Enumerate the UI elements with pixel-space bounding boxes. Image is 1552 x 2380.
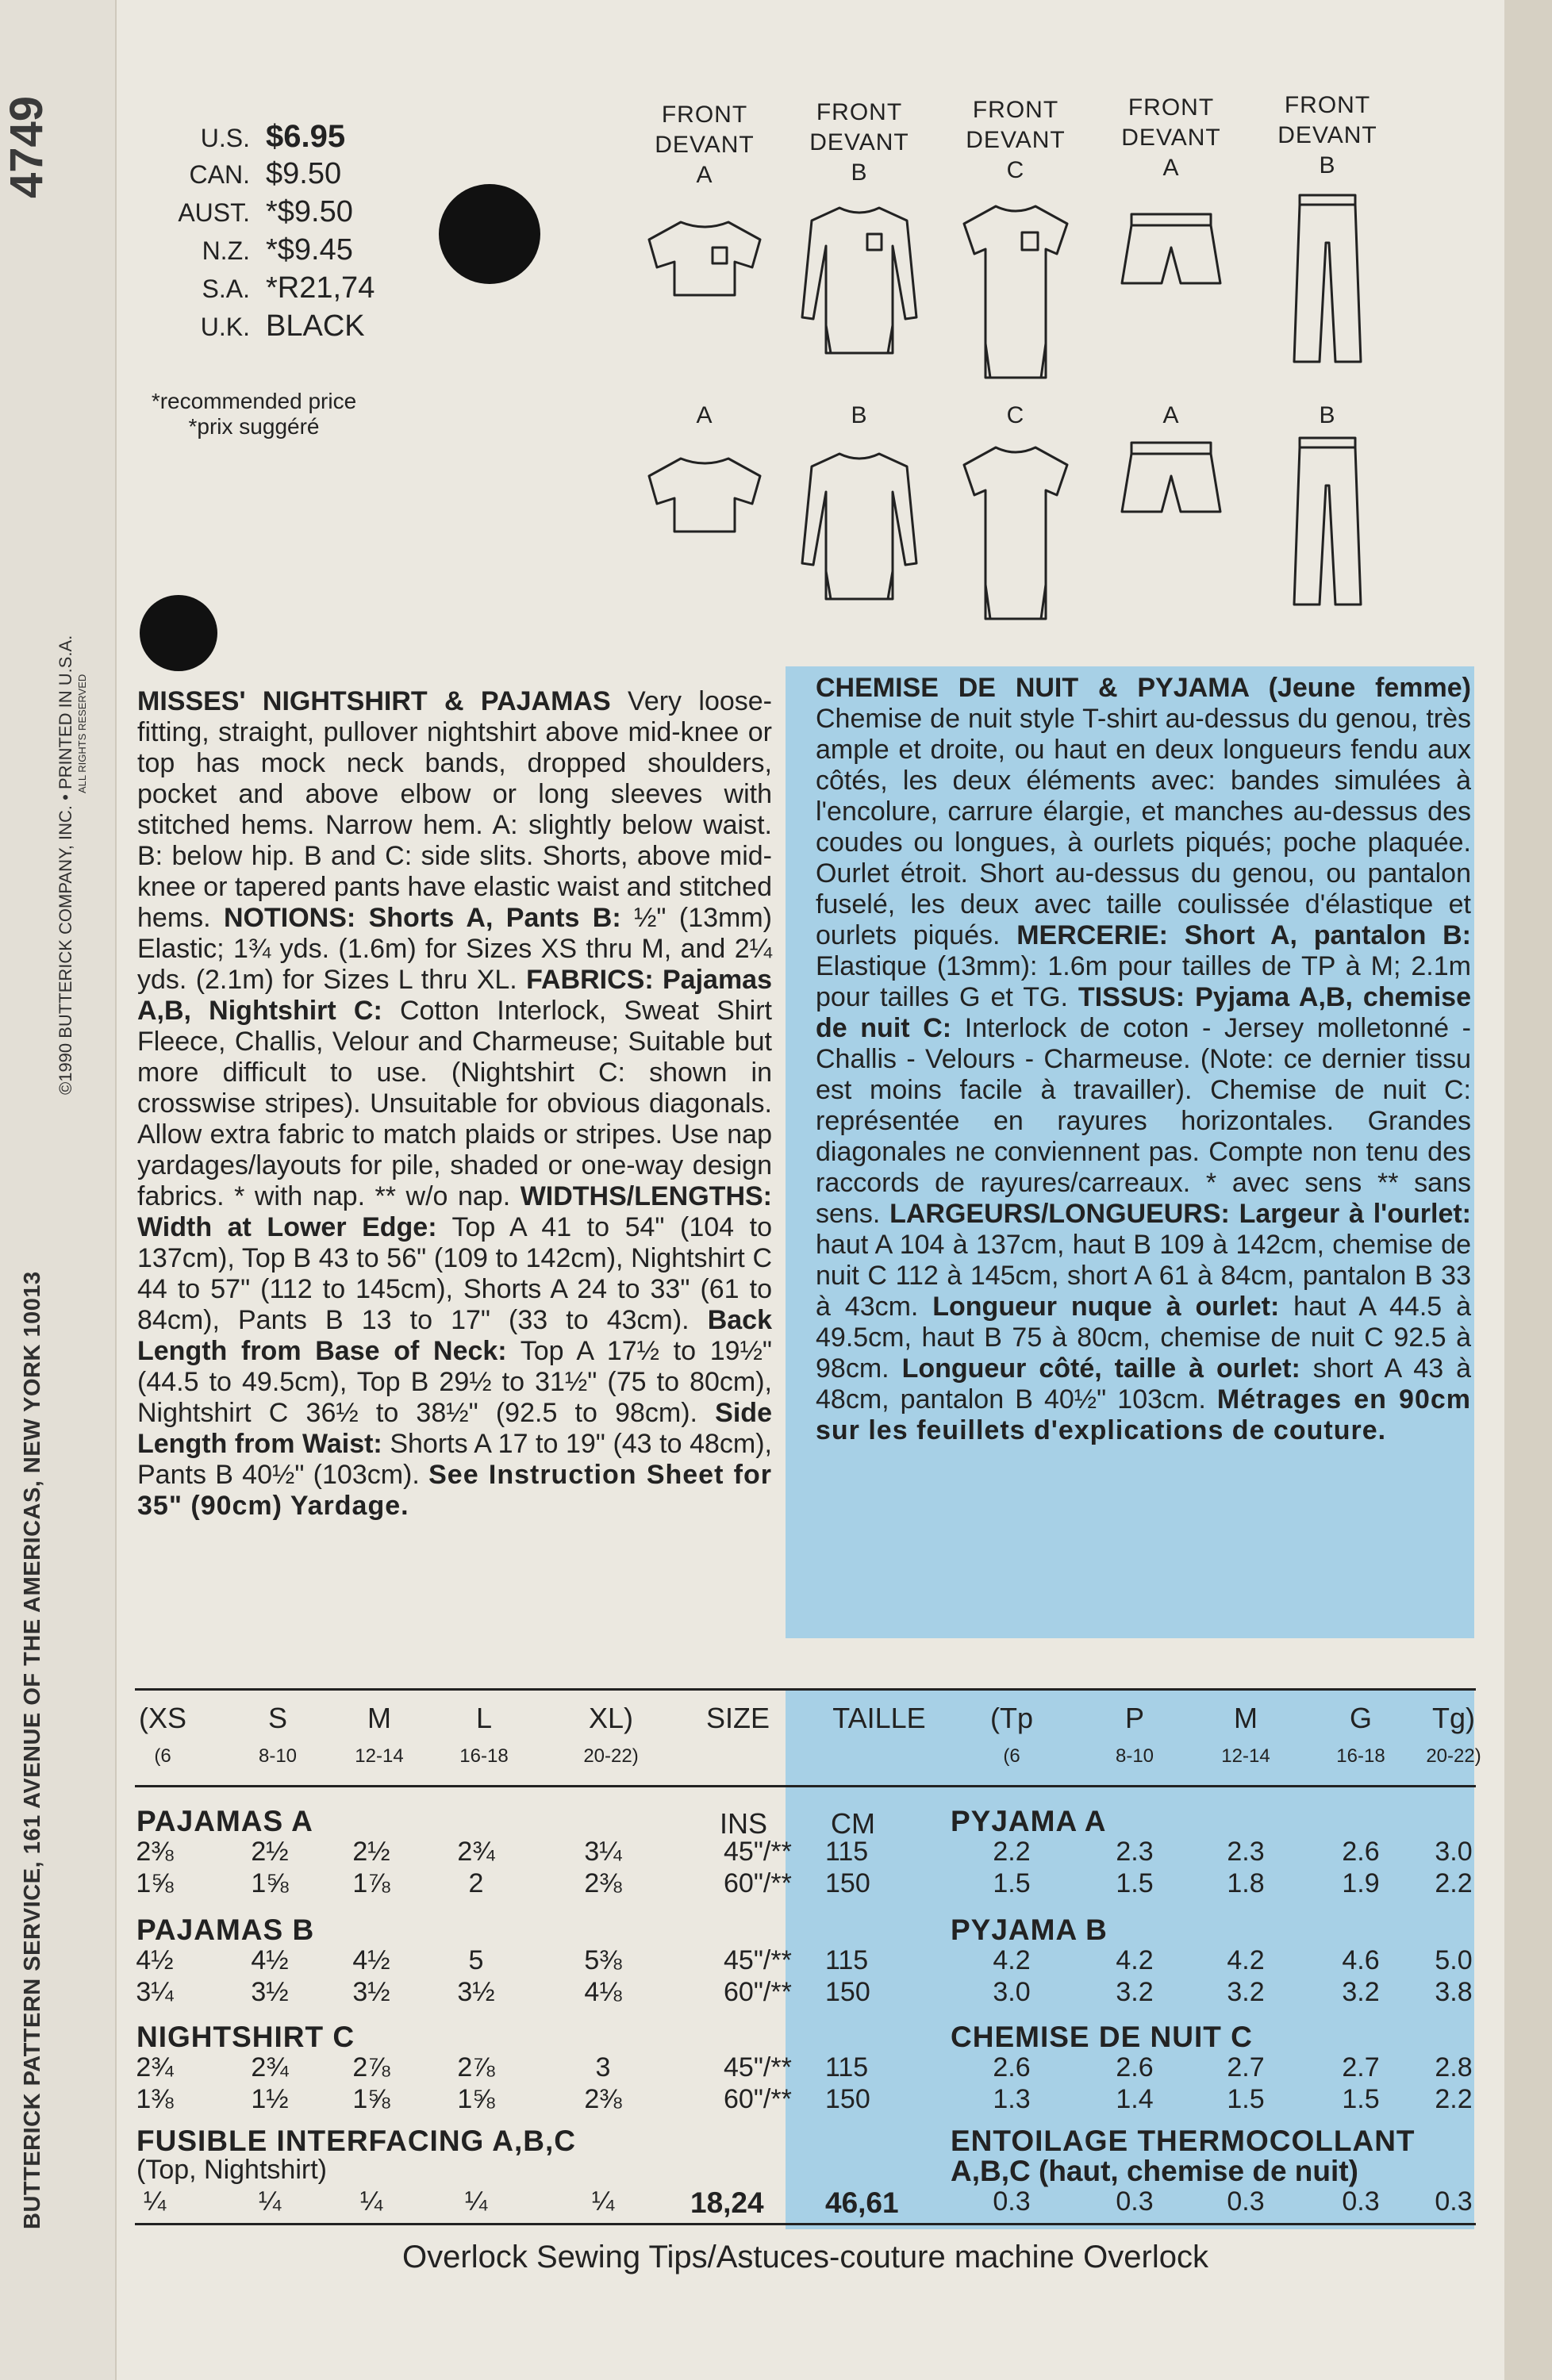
devant-text: DEVANT: [655, 132, 755, 158]
interfacing-ins: 18,24: [690, 2186, 764, 2219]
yardage-value-fr: 1.5: [993, 1868, 1031, 1898]
yardage-value-fr: 3.8: [1435, 1977, 1473, 2007]
yardage-value-en: 2¾: [457, 1837, 495, 1867]
back-view-label: C: [1006, 402, 1025, 428]
front-text: FRONT: [1128, 94, 1215, 121]
yardage-value-en: 2⅞: [352, 2052, 390, 2082]
yardage-value-fr: 2.3: [1227, 1837, 1265, 1867]
yardage-value-en: 2½: [352, 1837, 390, 1867]
price-amount: $6.95: [266, 119, 346, 154]
age-header-en: 8-10: [258, 1745, 298, 1767]
back-view-label: B: [1319, 402, 1336, 428]
yardage-value-en: 5⅜: [584, 1945, 622, 1975]
yardage-value-en: 2⅞: [457, 2052, 495, 2082]
french-description: CHEMISE DE NUIT & PYJAMA (Jeune femme) Chemise de nuit style T-shirt au-dessus du genou, très ample et droite, ou haut en deux longueurs fendu aux côtés, les deux éléments avec: bandes simulées à l'encolure, carrure élargie, et manches au-dessus des coudes ou longues, à ourlets piqués; poche plaquée. Ourlet étroit. Short au-dessus du genou, ou pantalon fuselé, les deux avec taille coulissée d'élastique et ourlets piqués. MERCERIE: Short A, pantalon B: Elastique (13mm): 1.6m pour tailles de TP à M; 2.1m pour tailles G et TG. TISSUS: Pyjama A,B, chemise de nuit C: Interlock de coton - Jersey molletonné - Challis - Velours - Charmeuse. (Note: ce dernier tissu est moins facile à travailler). Chemise de nuit C: représentée en rayures horizontales. Grandes diagonales ne conviennent pas. Compte non tenu des raccords de rayures/carreaux. * avec sens ** sans sens. LARGEURS/LONGUEURS: Largeur à l'ourlet: haut A 104 à 137cm, haut B 109 à 142cm, chemise de nuit C 112 à 145cm, short A 61 à 84cm, pantalon B 33 à 43cm. Longueur nuque à ourlet: haut A 44.5 à 49.5cm, haut B 75 à 80cm, chemise de nuit C 92.5 à 98cm. Longueur côté, taille à ourlet: short A 43 à 48cm, pantalon B 40½" 103cm. Métrages en 90cm sur les feuillets d'explications de couture.: [816, 673, 1472, 1445]
shorts-a-back-sketch: [1108, 428, 1235, 619]
age-header-fr: (6: [1003, 1745, 1020, 1767]
interfacing-value-fr: 0.3: [1116, 2186, 1154, 2217]
envelope-right-edge: [1504, 0, 1552, 2380]
yardage-value-en: 5: [468, 1945, 484, 1975]
price-row: [155, 119, 409, 157]
front-text: FRONT: [816, 99, 903, 125]
section-name-en: PAJAMAS A: [136, 1805, 313, 1837]
section-name-fr: PYJAMA B: [951, 1914, 1108, 1946]
fabrics-label: FABRICS: Pajamas A,B, Nightshirt C:: [137, 965, 772, 1026]
size-header-en: (XS: [138, 1702, 187, 1734]
price-country: AUST.: [178, 198, 250, 227]
interfacing-value-fr: 0.3: [1435, 2186, 1473, 2217]
front-view-label: [633, 100, 776, 190]
price-row: [155, 271, 409, 309]
envelope-left-flap: [0, 0, 117, 2380]
yardage-value-fr: 3.2: [1342, 1977, 1380, 2007]
front-text: FRONT: [972, 97, 1059, 123]
view-letter: B: [851, 159, 868, 186]
yardage-value-fr: 2.7: [1227, 2052, 1265, 2082]
yardage-value-en: 3½: [352, 1977, 390, 2007]
size-header-en: S: [267, 1702, 288, 1734]
section-name-fr: CHEMISE DE NUIT C: [951, 2021, 1253, 2053]
size-header-fr: (Tp: [990, 1702, 1033, 1734]
interfacing-cm: 46,61: [825, 2186, 899, 2219]
width-cm: 115: [825, 1945, 869, 1975]
yardage-value-en: 2⅜: [584, 1868, 622, 1898]
yardage-value-en: 1⅝: [136, 1868, 174, 1898]
yardage-value-en: 1⅝: [352, 2084, 390, 2114]
yardage-value-en: 2¾: [251, 2052, 289, 2082]
section-name-en: PAJAMAS B: [136, 1914, 315, 1946]
interfacing-value-en: ¼: [359, 2186, 383, 2217]
yardage-value-fr: 3.0: [1435, 1837, 1473, 1867]
tissus-label: TISSUS: Pyjama A,B, chemise de nuit C:: [816, 982, 1471, 1043]
yardage-value-en: 1½: [251, 2084, 289, 2114]
section-name-en: NIGHTSHIRT C: [136, 2021, 355, 2053]
age-header-fr: 12-14: [1221, 1745, 1270, 1767]
section-name-fr: PYJAMA A: [951, 1805, 1107, 1837]
front-view-label: [944, 95, 1087, 186]
widths-label: WIDTHS/LENGTHS: Width at Lower Edge:: [137, 1181, 772, 1242]
yardage-value-fr: 1.5: [1342, 2084, 1380, 2114]
age-header-en: 16-18: [459, 1745, 509, 1767]
price-country: CAN.: [189, 160, 250, 189]
price-note-fr: *prix suggéré: [188, 414, 320, 439]
cm-label: CM: [831, 1807, 875, 1840]
yardage-value-fr: 2.7: [1342, 2052, 1380, 2082]
top-a-front-sketch: [641, 208, 768, 398]
front-text: FRONT: [661, 102, 748, 128]
devant-text: DEVANT: [1121, 125, 1221, 151]
yardage-value-fr: 1.5: [1116, 1868, 1154, 1898]
yardage-value-en: 4⅛: [584, 1977, 622, 2007]
price-amount: *$9.45: [266, 233, 353, 267]
view-letter: B: [1319, 152, 1336, 178]
yardage-value-en: 3½: [457, 1977, 495, 2007]
ins-label: INS: [719, 1807, 768, 1840]
front-text: FRONT: [1284, 92, 1371, 118]
front-view-label: [1100, 93, 1243, 183]
price-country: N.Z.: [202, 236, 250, 265]
yardage-value-fr: 2.8: [1435, 2052, 1473, 2082]
size-header-fr: Tg): [1432, 1702, 1475, 1734]
price-amount: *R21,74: [266, 271, 375, 305]
view-letter: C: [1006, 157, 1025, 183]
yardage-value-fr: 4.2: [993, 1945, 1031, 1975]
interfacing-value-en: ¼: [591, 2186, 615, 2217]
width-cm: 115: [825, 2052, 869, 2082]
yardage-value-fr: 2.3: [1116, 1837, 1154, 1867]
english-title: MISSES' NIGHTSHIRT & PAJAMAS: [137, 686, 611, 716]
age-header-en: 20-22): [583, 1745, 639, 1767]
size-header-en: M: [367, 1702, 391, 1734]
shorts-a-front-sketch: [1108, 200, 1235, 390]
width-cm: 150: [825, 2084, 870, 2114]
yardage-value-fr: 2.2: [1435, 2084, 1473, 2114]
front-view-label: [788, 98, 931, 188]
yardage-value-en: 1⅜: [136, 2084, 174, 2114]
front-view-label: [1256, 90, 1399, 181]
width-cm: 150: [825, 1977, 870, 2007]
notions-label: NOTIONS: Shorts A, Pants B:: [224, 903, 621, 933]
view-letter: A: [1162, 155, 1180, 181]
interfacing-value-en: ¼: [143, 2186, 167, 2217]
width-ins: 60"/**: [724, 2084, 792, 2114]
price-amount: *$9.50: [266, 195, 353, 228]
yardage-value-en: 3¼: [136, 1977, 174, 2007]
largeurs-label: LARGEURS/LONGUEURS: Largeur à l'ourlet:: [889, 1199, 1472, 1229]
interfacing-sub-en: (Top, Nightshirt): [136, 2155, 327, 2185]
overlock-tips: Overlock Sewing Tips/Astuces-couture machine Overlock: [402, 2240, 1208, 2274]
size-header-fr: G: [1349, 1702, 1373, 1734]
yardage-value-fr: 4.2: [1116, 1945, 1154, 1975]
price-row: [155, 195, 409, 233]
yardage-value-fr: 1.3: [993, 2084, 1031, 2114]
publisher-address: BUTTERICK PATTERN SERVICE, 161 AVENUE OF THE AMERICAS, NEW YORK 10013: [20, 1271, 45, 2229]
yardage-value-en: 4½: [251, 1945, 289, 1975]
width-ins: 45"/**: [724, 1837, 792, 1867]
yardage-value-fr: 2.2: [993, 1837, 1031, 1867]
size-header-en: L: [475, 1702, 493, 1734]
yardage-value-en: 1⅝: [457, 2084, 495, 2114]
nightshirt-c-back-sketch: [952, 438, 1079, 628]
top-b-front-sketch: [796, 198, 923, 389]
yardage-value-fr: 3.2: [1116, 1977, 1154, 2007]
yardage-value-fr: 2.2: [1435, 1868, 1473, 1898]
table-bottom-rule: [135, 2223, 1476, 2225]
black-dot-large: [439, 184, 540, 284]
age-header-fr: 20-22): [1426, 1745, 1481, 1767]
yardage-value-en: 1⅞: [352, 1868, 390, 1898]
size-header-fr: M: [1234, 1702, 1258, 1734]
yardage-value-en: 2⅜: [136, 1837, 174, 1867]
copyright-notice: ©1990 BUTTERICK COMPANY, INC. • PRINTED IN U.S.A.: [56, 635, 75, 1095]
yardage-value-en: 2½: [251, 1837, 289, 1867]
english-description: MISSES' NIGHTSHIRT & PAJAMAS Very loose-fitting, straight, pullover nightshirt above mid-knee or top has mock neck bands, dropped shoulders, pocket and above elbow or long sleeves with stitched hems. Narrow hem. A: slightly below waist. B: below hip. B and C: side slits. Shorts, above mid-knee or tapered pants have elastic waist and stitched hems. NOTIONS: Shorts A, Pants B: ½" (13mm) Elastic; 1¾ yds. (1.6m) for Sizes XS thru M, and 2¼ yds. (2.1m) for Sizes L thru XL. FABRICS: Pajamas A,B, Nightshirt C: Cotton Interlock, Sweat Shirt Fleece, Challis, Velour and Charmeuse; Suitable but more difficult to use. (Nightshirt C: shown in crosswise stripes). Unsuitable for obvious diagonals. Allow extra fabric to match plaids or stripes. Use nap yardages/layouts for pile, shaded or one-way design fabrics. * with nap. ** w/o nap. WIDTHS/LENGTHS: Width at Lower Edge: Top A 41 to 54" (104 to 137cm), Top B 43 to 56" (109 to 142cm), Nightshirt C 44 to 57" (112 to 145cm), Shorts A 24 to 33" (61 to 84cm), Pants B 13 to 17" (33 to 43cm). Back Length from Base of Neck: Top A 17½ to 19½" (44.5 to 49.5cm), Top B 29½ to 31½" (75 to 80cm), Nightshirt C 36½ to 38½" (92.5 to 98cm). Side Length from Waist: Shorts A 17 to 19" (43 to 48cm), Pants B 40½" (103cm). See Instruction Sheet for 35" (90cm) Yardage.: [137, 686, 773, 1521]
size-header-en: XL): [588, 1702, 634, 1734]
yardage-value-fr: 2.6: [1116, 2052, 1154, 2082]
black-dot-small: [140, 595, 217, 671]
yardage-note: See Instruction Sheet for 35" (90cm) Yardage.: [137, 1460, 772, 1521]
rights-reserved: ALL RIGHTS RESERVED: [76, 674, 88, 793]
width-ins: 45"/**: [724, 1945, 792, 1975]
devant-text: DEVANT: [809, 129, 909, 155]
width-ins: 60"/**: [724, 1977, 792, 2007]
yardage-value-en: 2: [468, 1868, 484, 1898]
table-top-rule: [135, 1688, 1476, 1691]
pattern-number: 4749: [1, 95, 52, 198]
back-view-label: A: [696, 402, 713, 428]
interfacing-value-fr: 0.3: [1342, 2186, 1380, 2217]
mercerie-label: MERCERIE: Short A, pantalon B:: [1016, 920, 1471, 950]
yardage-value-fr: 1.8: [1227, 1868, 1265, 1898]
interfacing-value-en: ¼: [464, 2186, 488, 2217]
yardage-value-fr: 5.0: [1435, 1945, 1473, 1975]
table-header-rule: [135, 1785, 1476, 1787]
price-note-en: *recommended price: [151, 389, 357, 413]
interfacing-name-en: FUSIBLE INTERFACING A,B,C: [136, 2125, 576, 2157]
pants-b-back-sketch: [1264, 430, 1391, 620]
yardage-value-fr: 1.9: [1342, 1868, 1380, 1898]
top-a-back-sketch: [641, 444, 768, 635]
interfacing-value-en: ¼: [258, 2186, 282, 2217]
interfacing-value-fr: 0.3: [993, 2186, 1031, 2217]
french-title: CHEMISE DE NUIT & PYJAMA: [816, 673, 1249, 703]
width-ins: 60"/**: [724, 1868, 792, 1898]
yardage-value-fr: 2.6: [993, 2052, 1031, 2082]
price-row: [155, 157, 409, 195]
top-b-back-sketch: [796, 444, 923, 635]
size-header-fr: P: [1124, 1702, 1145, 1734]
price-amount: BLACK: [266, 309, 365, 343]
back-view-label: B: [851, 402, 868, 428]
yardage-value-fr: 3.2: [1227, 1977, 1265, 2007]
yardage-value-en: 3½: [251, 1977, 289, 2007]
view-letter: A: [696, 162, 713, 188]
price-row: [155, 233, 409, 271]
yardage-value-fr: 1.5: [1227, 2084, 1265, 2114]
yardage-value-en: 4½: [352, 1945, 390, 1975]
age-header-fr: 16-18: [1336, 1745, 1385, 1767]
yardage-value-fr: 4.2: [1227, 1945, 1265, 1975]
age-header-en: (6: [154, 1745, 171, 1767]
age-header-fr: 8-10: [1115, 1745, 1154, 1767]
pants-b-front-sketch: [1264, 187, 1391, 378]
taille-label: TAILLE: [832, 1702, 926, 1734]
yardage-value-en: 1⅝: [251, 1868, 289, 1898]
width-cm: 150: [825, 1868, 870, 1898]
devant-text: DEVANT: [966, 127, 1066, 153]
back-view-label: A: [1162, 402, 1180, 428]
price-country: U.S.: [200, 124, 250, 152]
price-note: [119, 389, 389, 440]
price-country: U.K.: [200, 313, 250, 341]
age-header-en: 12-14: [355, 1745, 404, 1767]
price-amount: $9.50: [266, 157, 342, 190]
price-list: [155, 119, 409, 347]
size-label: SIZE: [705, 1702, 770, 1734]
interfacing-name-fr: ENTOILAGE THERMOCOLLANT: [951, 2125, 1416, 2157]
yardage-value-en: 2⅜: [584, 2084, 622, 2114]
price-country: S.A.: [202, 274, 250, 303]
yardage-value-en: 4½: [136, 1945, 174, 1975]
yardage-value-fr: 1.4: [1116, 2084, 1154, 2114]
width-ins: 45"/**: [724, 2052, 792, 2082]
devant-text: DEVANT: [1277, 122, 1377, 148]
yardage-value-fr: 2.6: [1342, 1837, 1380, 1867]
price-row: [155, 309, 409, 347]
interfacing-sub-fr: A,B,C (haut, chemise de nuit): [951, 2155, 1358, 2187]
yardage-value-fr: 3.0: [993, 1977, 1031, 2007]
interfacing-value-fr: 0.3: [1227, 2186, 1265, 2217]
yardage-value-fr: 4.6: [1342, 1945, 1380, 1975]
width-cm: 115: [825, 1837, 869, 1867]
yardage-value-en: 3: [595, 2052, 611, 2082]
yardage-value-en: 2¾: [136, 2052, 174, 2082]
nightshirt-c-front-sketch: [952, 197, 1079, 387]
yardage-value-en: 3¼: [584, 1837, 622, 1867]
metrages-note: Métrages en 90cm sur les feuillets d'explications de couture.: [816, 1384, 1471, 1445]
